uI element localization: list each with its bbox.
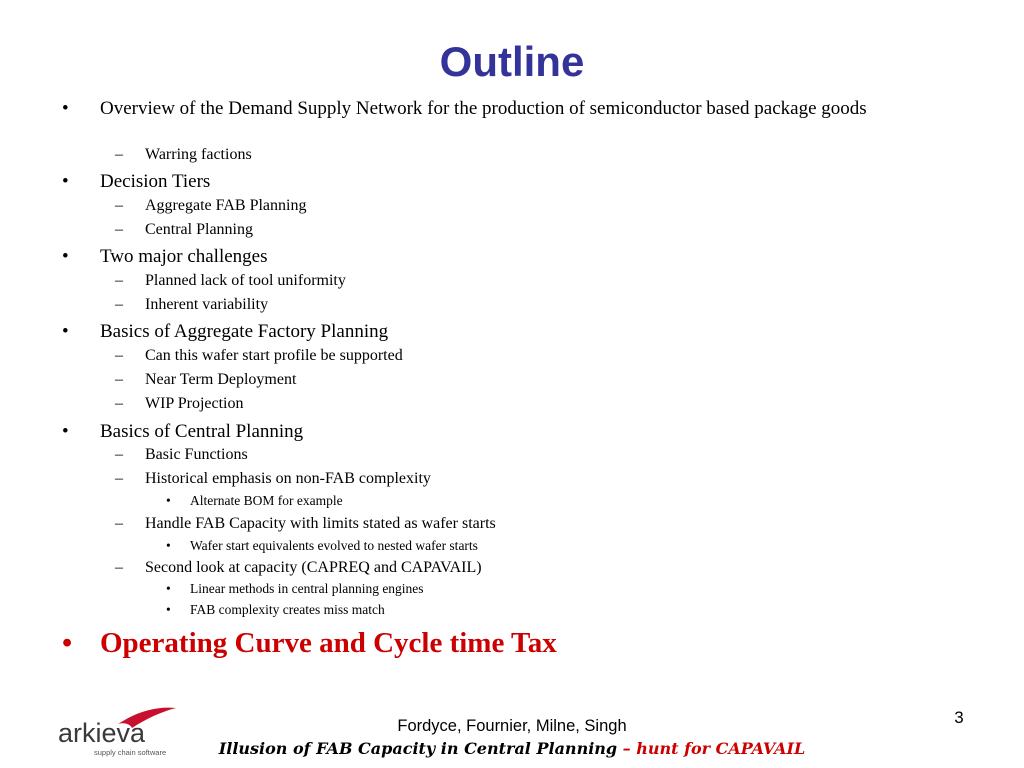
bullet-marker: •	[62, 321, 69, 342]
outline-item-level-1	[62, 170, 980, 193]
outline-item-level-3	[166, 580, 950, 597]
outline-item-level-1	[62, 320, 980, 343]
outline-item-text: Warring factions	[145, 146, 252, 163]
outline-item-text: Linear methods in central planning engines	[190, 581, 424, 596]
outline-item-text: Alternate BOM for example	[190, 493, 343, 508]
outline-item-level-2	[115, 346, 965, 366]
bullet-marker: –	[115, 470, 123, 487]
outline-item-level-2	[115, 370, 965, 390]
outline-item-text: Historical emphasis on non-FAB complexity	[145, 470, 431, 487]
outline-item-text: Handle FAB Capacity with limits stated as wafer starts	[145, 515, 496, 532]
bullet-marker: •	[166, 602, 171, 617]
outline-item-text: Decision Tiers	[100, 171, 211, 192]
outline-item-text: Basics of Aggregate Factory Planning	[100, 321, 389, 342]
slide-title: Outline	[439, 38, 585, 85]
logo-tagline: supply chain software	[94, 748, 167, 757]
outline-item-level-1	[62, 97, 980, 120]
bullet-marker: •	[62, 98, 69, 119]
outline-item-level-2	[115, 145, 965, 165]
outline-item-text: Two major challenges	[100, 246, 268, 267]
outline-item-level-2	[115, 220, 965, 240]
bullet-marker: –	[115, 395, 123, 412]
outline-item-level-1	[62, 420, 980, 443]
outline-item-level-2	[115, 469, 965, 489]
footer-subtitle-main: Illusion of FAB Capacity in Central Planning	[218, 739, 618, 758]
bullet-marker: •	[166, 538, 171, 553]
outline-item-text: Overview of the Demand Supply Network for the production of semiconductor based package goods	[100, 98, 867, 119]
outline-item-level-3	[166, 492, 950, 509]
bullet-marker: •	[166, 493, 171, 508]
bullet-marker: –	[115, 146, 123, 163]
outline-item-text: Inherent variability	[145, 296, 269, 313]
bullet-marker: •	[62, 421, 69, 442]
bullet-marker: –	[115, 371, 123, 388]
outline-item-text: Basic Functions	[145, 446, 248, 463]
bullet-marker: •	[62, 627, 73, 659]
footer-subtitle-tail: hunt for CAPAVAIL	[636, 739, 806, 758]
outline-item-level-2	[115, 295, 965, 315]
bullet-marker: –	[115, 559, 123, 576]
outline-item-level-2	[115, 558, 965, 578]
footer-authors: Fordyce, Fournier, Milne, Singh	[397, 717, 627, 735]
bullet-marker: –	[115, 272, 123, 289]
outline-item-level-1	[62, 245, 980, 268]
outline-item-text: WIP Projection	[145, 395, 244, 412]
outline-item-level-2	[115, 445, 965, 465]
outline-item-text: Can this wafer start profile be supported	[145, 347, 403, 364]
bullet-marker: •	[166, 581, 171, 596]
outline-item-text: Near Term Deployment	[145, 371, 297, 388]
outline-item-level-3	[166, 601, 950, 618]
outline-item-text: Planned lack of tool uniformity	[145, 272, 346, 289]
outline-item-text: Basics of Central Planning	[100, 421, 304, 442]
bullet-marker: –	[115, 347, 123, 364]
outline-item-highlight	[62, 626, 980, 660]
outline-item-text: FAB complexity creates miss match	[190, 602, 385, 617]
bullet-marker: •	[62, 171, 69, 192]
bullet-marker: –	[115, 221, 123, 238]
footer-subtitle	[0, 739, 1024, 759]
outline-item-level-3	[166, 537, 950, 554]
bullet-marker: •	[62, 246, 69, 267]
outline-item-text: Central Planning	[145, 221, 253, 238]
outline-item-level-2	[115, 196, 965, 216]
page-number: 3	[954, 708, 964, 727]
outline-item-level-2	[115, 271, 965, 291]
bullet-marker: –	[115, 446, 123, 463]
outline-item-text: Second look at capacity (CAPREQ and CAPAVAIL)	[145, 559, 482, 576]
outline-item-level-2	[115, 514, 965, 534]
bullet-marker: –	[115, 515, 123, 532]
outline-item-text: Operating Curve and Cycle time Tax	[100, 627, 557, 659]
outline-item-level-2	[115, 394, 965, 414]
logo-name: arkieva	[58, 718, 146, 748]
bullet-marker: –	[115, 296, 123, 313]
outline-item-text: Aggregate FAB Planning	[145, 197, 307, 214]
outline-item-text: Wafer start equivalents evolved to nested wafer starts	[190, 538, 478, 553]
footer-subtitle-dash: –	[617, 739, 637, 758]
bullet-marker: –	[115, 197, 123, 214]
